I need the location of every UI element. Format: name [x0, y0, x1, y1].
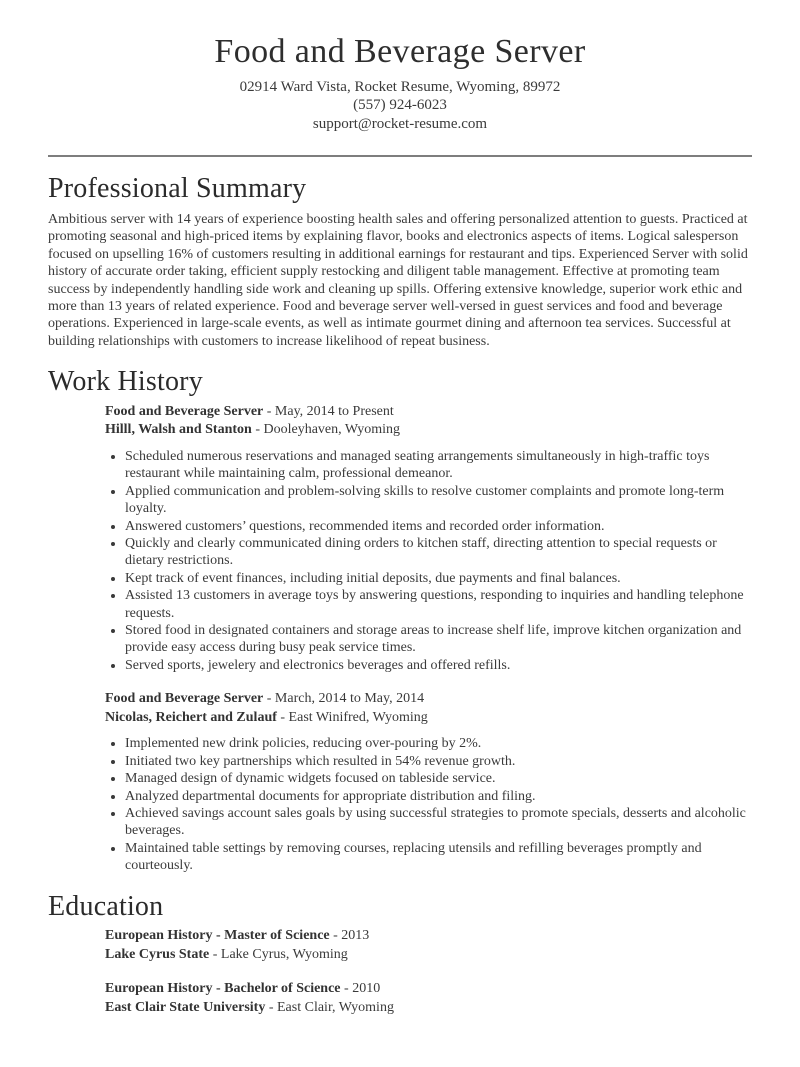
- job-company: Hilll, Walsh and Stanton: [105, 422, 252, 438]
- job-role: Food and Beverage Server: [105, 403, 264, 419]
- resume-header: [48, 32, 752, 157]
- education-section-title: Education: [48, 890, 164, 922]
- section-professional-summary: [48, 172, 752, 350]
- job-bullet: • Analyzed departmental documents for appropriate distribution and filing.: [125, 788, 752, 805]
- job-bullet: • Answered customers’ questions, recommended items and recorded order information.: [125, 518, 752, 535]
- education-location: - East Clair, Wyoming: [265, 1000, 394, 1016]
- job-location: - Dooleyhaven, Wyoming: [251, 422, 401, 438]
- job-bullet: • Applied communication and problem-solving skills to resolve customer complaints and promote long-term loyalty.: [125, 483, 752, 518]
- job-bullet: • Initiated two key partnerships which resulted in 54% revenue growth.: [125, 753, 752, 770]
- job-bullet: • Implemented new drink policies, reducing over-pouring by 2%.: [125, 735, 752, 752]
- education-degree: European History - Master of Science: [105, 928, 330, 944]
- contact-email: support@rocket-resume.com: [312, 115, 488, 132]
- job-title-line: [105, 403, 752, 422]
- contact-phone: (557) 924-6023: [353, 97, 447, 114]
- resume-document: [0, 32, 800, 1018]
- job-bullet: • Assisted 13 customers in average toys by answering questions, responding to inquiries and handling telephone requests.: [125, 587, 752, 622]
- education-school: East Clair State University: [105, 1000, 266, 1016]
- education-entry-1: [105, 927, 752, 964]
- job-bullet: • Maintained table settings by removing courses, replacing utensils and refilling beverages promptly and courteously.: [125, 840, 752, 875]
- contact-info: [48, 78, 752, 134]
- job-bullet: • Kept track of event finances, including initial deposits, due payments and final balances.: [125, 570, 752, 587]
- job-company-line: [105, 421, 752, 440]
- job-bullet: • Achieved savings account sales goals by using successful strategies to promote specials, desserts and alcoholic beverages.: [125, 805, 752, 840]
- education-school-line: [105, 999, 752, 1018]
- job-dates: - March, 2014 to May, 2014: [263, 691, 425, 707]
- education-school: Lake Cyrus State: [105, 946, 210, 962]
- work-history-section-title: Work History: [48, 366, 203, 398]
- summary-section-title: Professional Summary: [48, 173, 307, 205]
- job-entry-1: [105, 403, 752, 674]
- job-title-line: [105, 690, 752, 709]
- education-school-line: [105, 946, 752, 965]
- education-location: - Lake Cyrus, Wyoming: [209, 946, 348, 962]
- job-bullet-list: [105, 735, 752, 874]
- section-education: [48, 890, 752, 1018]
- section-work-history: [48, 365, 752, 875]
- job-bullet: • Stored food in designated containers and storage areas to increase shelf life, improve kitchen organization and provide easy access during busy peak service times.: [125, 622, 752, 657]
- job-company-line: [105, 709, 752, 728]
- job-bullet-list: [105, 448, 752, 674]
- contact-address: 02914 Ward Vista, Rocket Resume, Wyoming, 89972: [239, 78, 561, 95]
- job-location: - East Winifred, Wyoming: [276, 709, 428, 725]
- job-entry-2: [105, 690, 752, 874]
- education-entry-2: [105, 980, 752, 1017]
- job-bullet: • Served sports, jewelery and electronics beverages and offered refills.: [125, 657, 752, 674]
- header-divider: [48, 155, 752, 157]
- education-degree: European History - Bachelor of Science: [105, 981, 341, 997]
- job-dates: - May, 2014 to Present: [263, 403, 394, 419]
- page-title: Food and Beverage Server: [214, 33, 586, 70]
- education-year: - 2010: [340, 981, 381, 997]
- job-role: Food and Beverage Server: [105, 691, 264, 707]
- job-bullet: • Scheduled numerous reservations and managed seating arrangements simultaneously in high-traffic toys restaurant while maintaining calm, professional demeanor.: [125, 448, 752, 483]
- summary-text: Ambitious server with 14 years of experience boosting health sales and offering personalized attention to guests. Practiced at promoting seasonal and high-priced items by explaining flavor, books and electronics aspects of items. Logical salesperson focused on upselling 16% of customers resulting in additional earnings for restaurant and tips. Experienced Server with solid history of accurate order taking, efficient supply restocking and diligent table management. Effective at promoting team success by independently handling side work and cleaning up spills. Offering extensive knowledge, superior work ethic and more than 13 years of related experience. Food and beverage server well-versed in guest services and food and beverage operations. Experienced in large-scale events, as well as intimate gourmet dining and afternoon tea services. Successful at building relationships with customers to increase likelihood of repeat business.: [48, 211, 748, 349]
- job-bullet: • Quickly and clearly communicated dining orders to kitchen staff, directing attention to special requests or dietary restrictions.: [125, 535, 752, 570]
- education-year: - 2013: [329, 928, 370, 944]
- education-degree-line: [105, 980, 752, 999]
- education-degree-line: [105, 927, 752, 946]
- job-bullet: • Managed design of dynamic widgets focused on tableside service.: [125, 770, 752, 787]
- job-company: Nicolas, Reichert and Zulauf: [105, 709, 277, 725]
